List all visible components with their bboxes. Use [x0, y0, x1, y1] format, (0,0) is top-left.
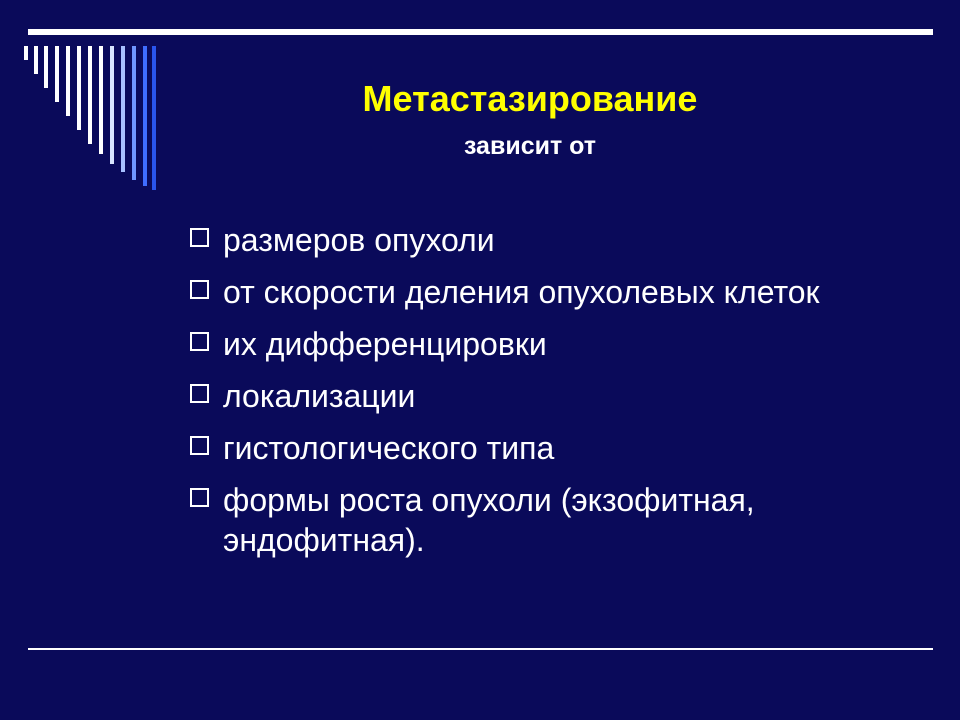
- bullet-item: [188, 428, 888, 468]
- slide-subtitle: зависит от: [463, 132, 597, 160]
- square-bullet-icon: [190, 332, 209, 351]
- stripe: [121, 46, 125, 172]
- stripe: [44, 46, 48, 88]
- stripe: [24, 46, 28, 60]
- bullet-text: их дифференцировки: [223, 326, 547, 362]
- bullet-text: размеров опухоли: [223, 222, 495, 258]
- bullet-item: [188, 272, 888, 312]
- bullet-item: [188, 220, 888, 260]
- square-bullet-icon: [190, 384, 209, 403]
- stripe: [77, 46, 81, 130]
- stripe: [88, 46, 92, 144]
- bullet-text: локализации: [223, 378, 416, 414]
- bullet-item: [188, 480, 888, 560]
- stripe: [132, 46, 136, 180]
- square-bullet-icon: [190, 280, 209, 299]
- decorative-stripes: [0, 0, 170, 200]
- stripe: [34, 46, 38, 74]
- bullet-list: [188, 220, 888, 572]
- bottom-divider-line: [28, 648, 933, 650]
- square-bullet-icon: [190, 488, 209, 507]
- bullet-item: [188, 324, 888, 364]
- stripe: [66, 46, 70, 116]
- stripe: [99, 46, 103, 154]
- square-bullet-icon: [190, 228, 209, 247]
- stripe: [55, 46, 59, 102]
- square-bullet-icon: [190, 436, 209, 455]
- stripe: [143, 46, 147, 186]
- stripe: [152, 46, 156, 190]
- bullet-item: [188, 376, 888, 416]
- bullet-text: формы роста опухоли (экзофитная, эндофитная).: [223, 482, 755, 558]
- slide-title: Метастазирование: [362, 78, 698, 119]
- stripe: [110, 46, 114, 164]
- bullet-text: от скорости деления опухолевых клеток: [223, 274, 820, 310]
- bullet-text: гистологического типа: [223, 430, 555, 466]
